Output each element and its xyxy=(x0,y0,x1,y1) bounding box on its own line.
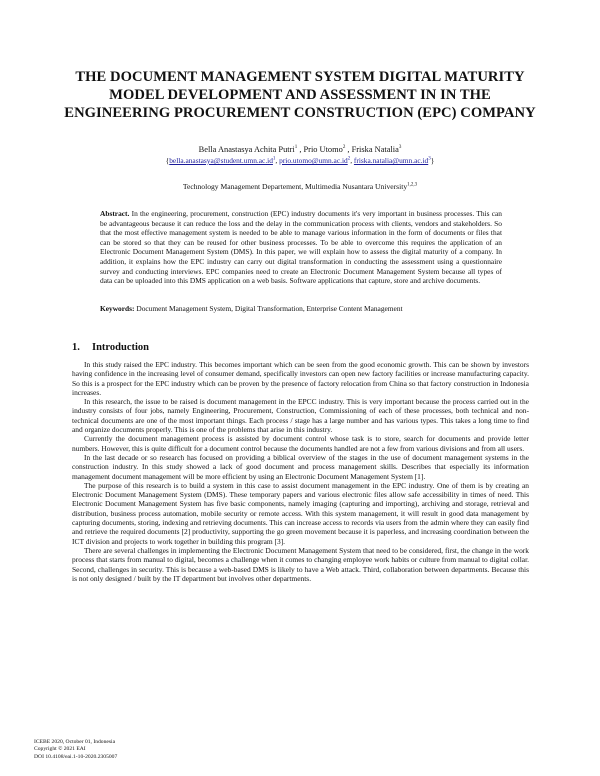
footer-doi: DOI 10.4108/eai.1-10-2020.2305007 xyxy=(34,753,118,760)
section-heading xyxy=(72,342,149,354)
email-link[interactable]: prio.utomo@umn.ac.id xyxy=(279,156,348,165)
section-body xyxy=(72,360,529,708)
abstract-text: In the engineering, procurement, construction (EPC) industry documents it's very important in business processes. This can be advantageous because it can reduce the loss and the delay in the communication process with clients, vendors and stakeholders. So that the most effective management system is needed to be able to manage various information in the form of documents or files that can be stored so that they can be reused for other business processes. To be able to overcome this requires the application of an Electronic Document Management System (DMS). In this paper, we will explain how to assess the digital maturity of a company. In addition, it explains how the EPC industry can carry out digital transformation in conducting the assessment using a questionnaire survey and conducting interviews. EPC companies need to create an Electronic Document Management System because all types of data can be uploaded into this DMS application on a web basis. Software applications that capture, store and archive documents. xyxy=(100,209,502,286)
author-list xyxy=(62,145,538,155)
author-name: Friska Natalia xyxy=(351,145,399,154)
footer-copyright: Copyright © 2021 EAI xyxy=(34,746,86,753)
section-number: 1. xyxy=(72,342,80,353)
author-affil-marker: 3 xyxy=(398,145,402,151)
email-affil-marker: 2 xyxy=(347,156,351,162)
email-separator: , xyxy=(350,156,354,165)
body-paragraph: The purpose of this research is to build a system in this case to assist document management in the EPC industry. One of them is by creating an Electronic Document Management System (DMS). These temporary papers and various electronic files allow safe accessibility in times of need. This Electronic Document Management System has five basic components, namely imaging (capturing and importing), archiving and storage, retrieval and distribution, business process automation, mobile security or remote access. With this system management, it will result in good data management by capturing documents, storing, indexing and retrieving documents. This can increase access to records via users from the admin where they can easily find and retrieve the required documents [2] productivity, supporting the go green movement because it is paperless, and increasing coordination between the ICT division and projects to work together in building this program [3]. xyxy=(72,480,529,546)
author-affil-marker: 1 xyxy=(294,145,298,151)
email-open-bracket: { xyxy=(165,156,170,165)
author-emails xyxy=(62,156,538,165)
affiliation xyxy=(62,182,538,191)
abstract-label: Abstract. xyxy=(100,209,130,218)
body-paragraph: In this research, the issue to be raised is document management in the EPCC industry. This is very important because the process carried out in the industry consists of four jobs, namely Engineering, Procurement, Construction, Commissioning of each of these processes, both technical and non-technical documents are one of the most important things. Each process / stage has a large number and has various types. This takes a long time to find and organize documents properly. This is one of the problems that arise in this industry. xyxy=(72,397,529,435)
affiliation-text: Technology Management Departement, Multimedia Nusantara University xyxy=(182,182,408,191)
body-paragraph: There are several challenges in implementing the Electronic Document Management System that need to be considered, first, the change in the work process that starts from manual to digital, becomes a challenge when it comes to changing employee work habits or culture from manual to digital collar. Second, challenges in security. This is because a web-based DMS is likely to have a Web attack. Third, collaboration between departments. Because this is not only designed / built by the IT department but involves other departments. xyxy=(72,545,529,583)
author-separator: , xyxy=(297,145,304,154)
keywords xyxy=(100,304,502,314)
body-paragraph: Currently the document management process is assisted by document control whose task is to store, search for documents and provide letter numbers. However, this is quite difficult for a document control because the documents handled are not a few from various divisions and from all users. xyxy=(72,434,529,453)
body-paragraph: In the last decade or so research has focused on providing a biblical overview of the stages in the use of document management systems in the construction industry. In this study showed a lack of good document and process management skills. Describes that especially its information management document management will be more efficient by using an Electronic Document Management System [1]. xyxy=(72,452,529,481)
author-affil-marker: 2 xyxy=(342,145,346,151)
author-name: Bella Anastasya Achita Putri xyxy=(198,145,295,154)
email-link[interactable]: friska.natalia@umn.ac.id xyxy=(353,156,429,165)
body-paragraph: In this study raised the EPC industry. This becomes important which can be seen from the good economic growth. This can be shown by investors having confidence in the increasing level of consumer demand, specifically investors can open new factory facilities or increase manufacturing capacity. So this is a prospect for the EPC industry which can be proven by the presence of factory relocation from China so that factory construction in Indonesia increases. xyxy=(72,360,529,397)
author-name: Prio Utomo xyxy=(303,145,343,154)
affiliation-markers: 1,2,3 xyxy=(407,182,418,188)
email-separator: , xyxy=(275,156,280,165)
email-affil-marker: 3 xyxy=(428,156,431,162)
keywords-label: Keywords: xyxy=(100,304,135,313)
page-footer xyxy=(34,739,117,761)
email-affil-marker: 1 xyxy=(272,156,276,162)
author-separator: , xyxy=(345,145,352,154)
keywords-text: Document Management System, Digital Transformation, Enterprise Content Management xyxy=(136,304,403,313)
email-close-bracket: } xyxy=(430,156,435,165)
footer-conference: ICEBE 2020, October 01, Indonesia xyxy=(34,739,116,745)
abstract xyxy=(100,209,502,286)
paper-title: THE DOCUMENT MANAGEMENT SYSTEM DIGITAL MATURITY MODEL DEVELOPMENT AND ASSESSMENT IN IN THE ENGINEERING PROCUREMENT CONSTRUCTION (EPC) COMPANY xyxy=(64,69,536,122)
email-link[interactable]: bella.anastasya@student.umn.ac.id xyxy=(169,156,273,165)
section-title: Introduction xyxy=(92,342,149,353)
